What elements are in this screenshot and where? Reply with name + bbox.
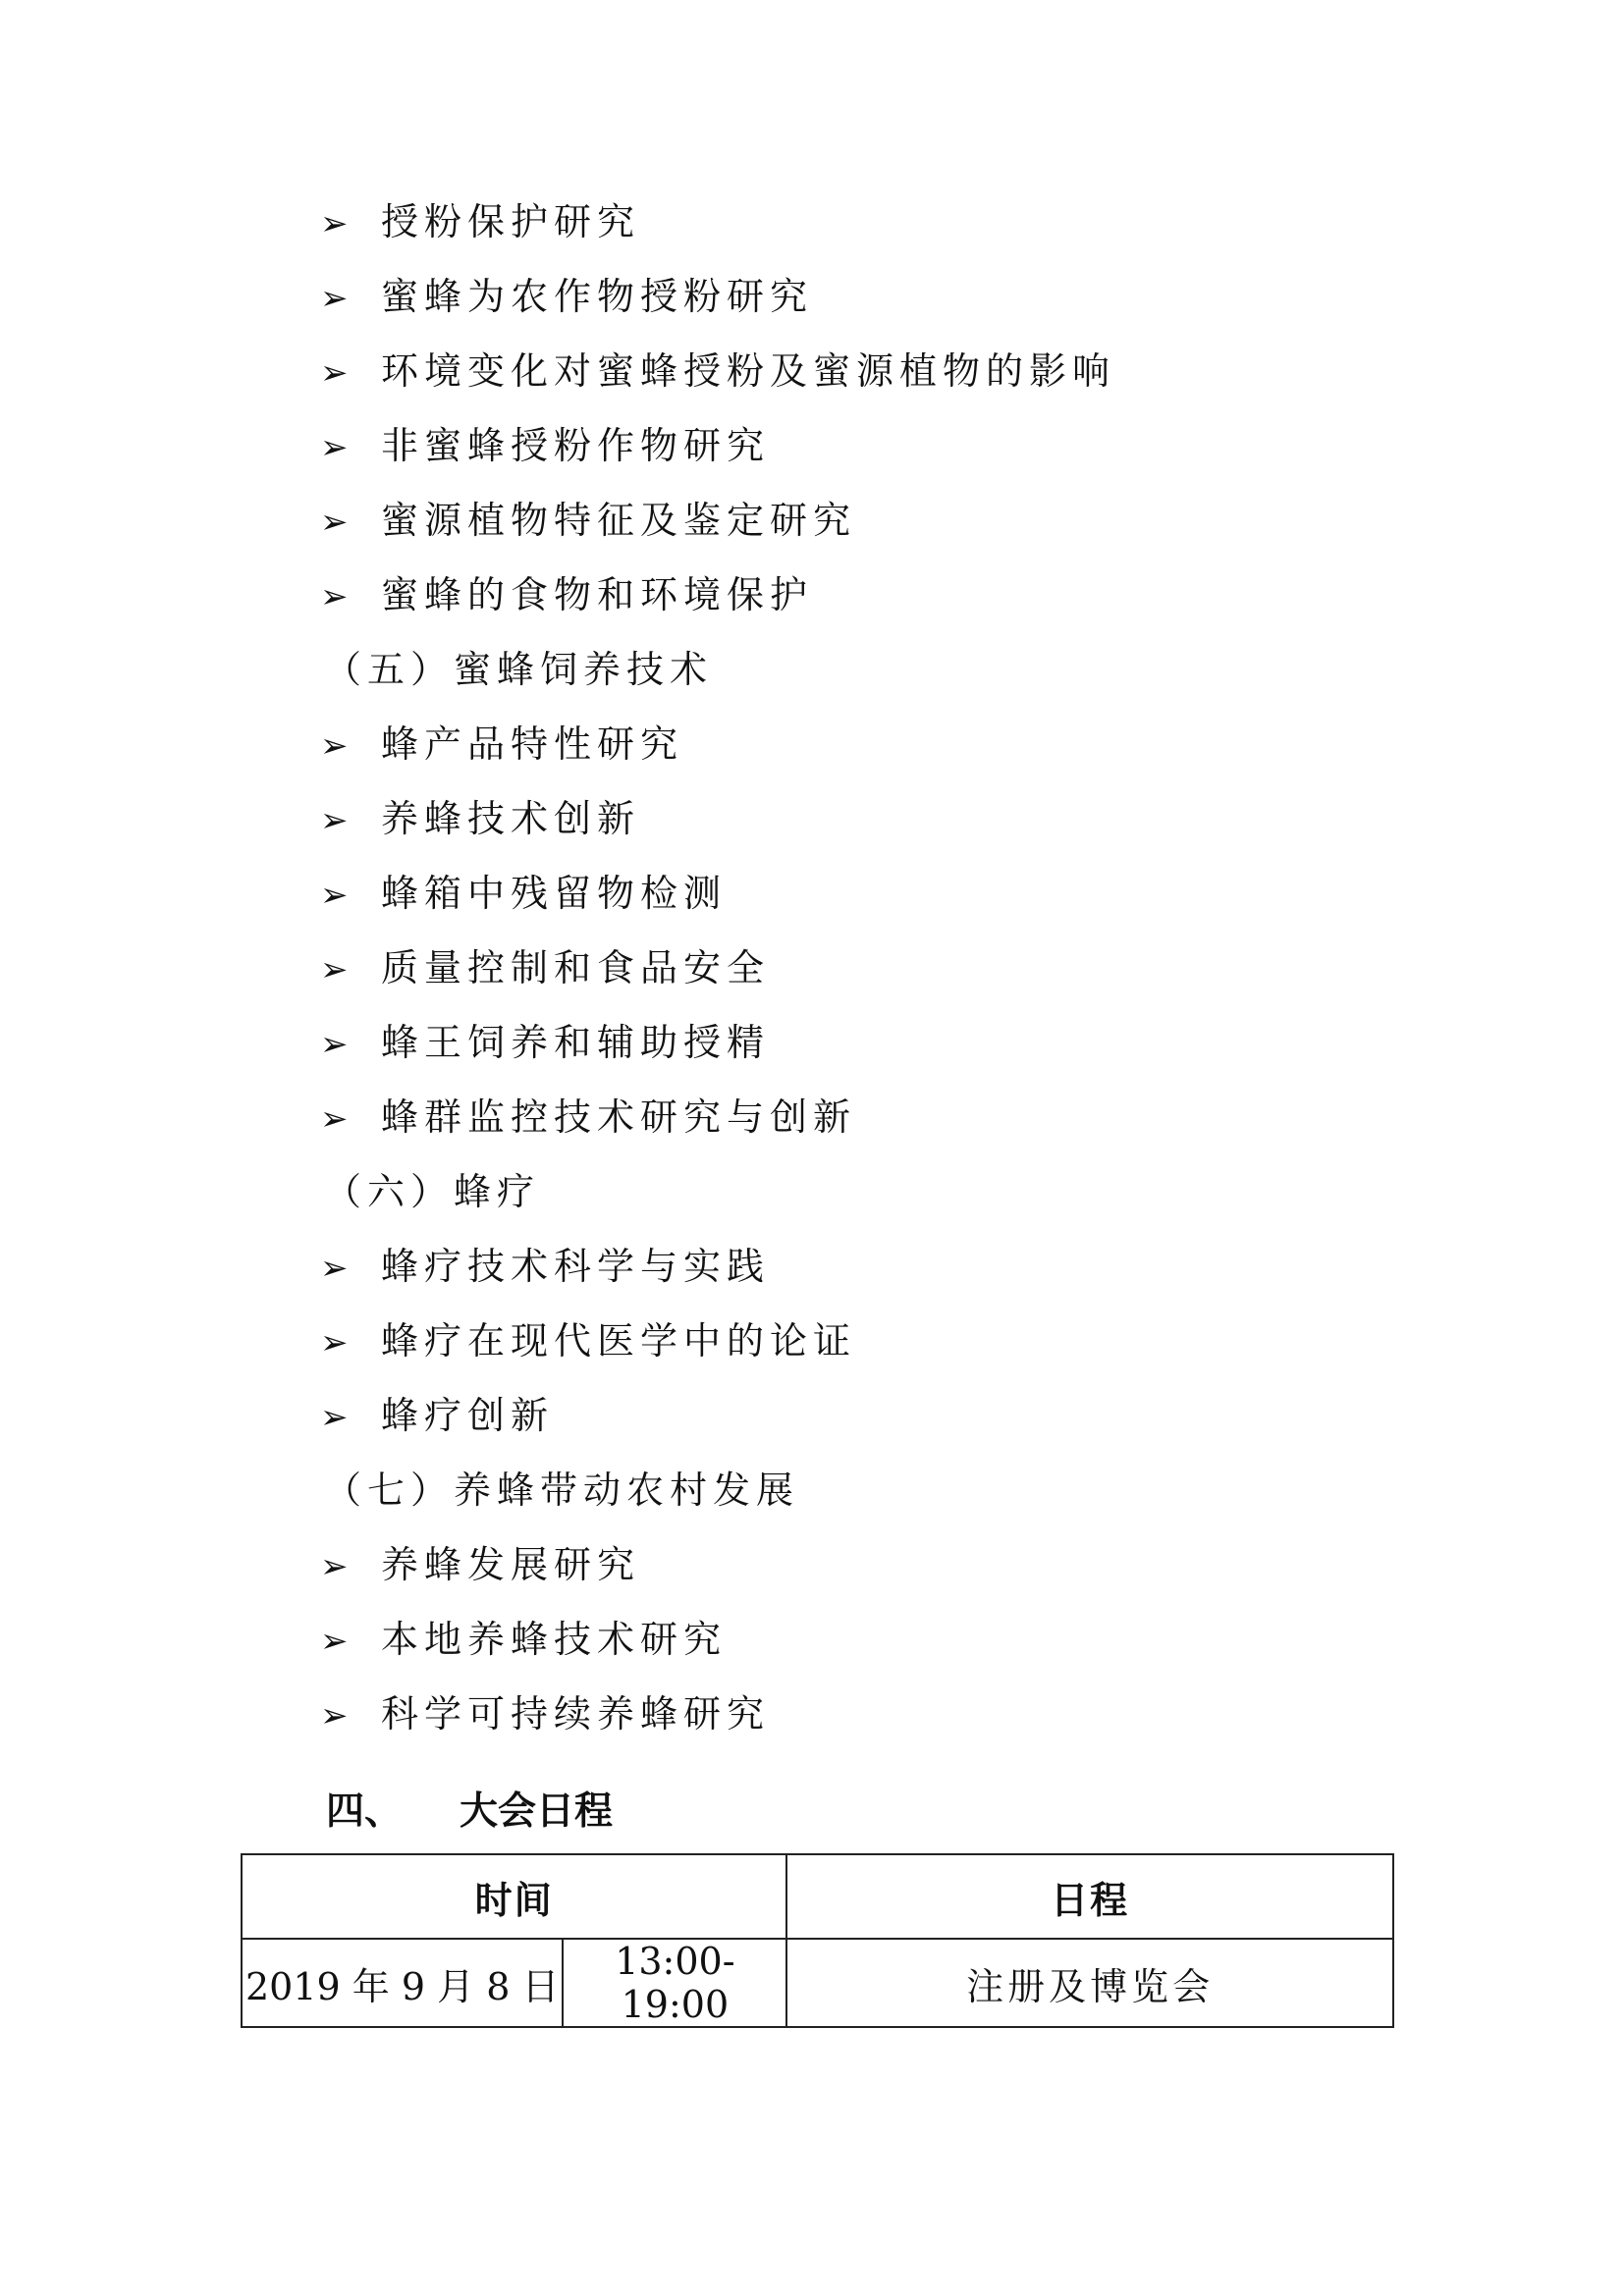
list-item	[320, 1088, 856, 1147]
arrow-bullet-icon: ➢	[320, 353, 349, 393]
list-item-text: 科学可持续养蜂研究	[381, 1692, 771, 1735]
arrow-bullet-icon: ➢	[320, 204, 349, 243]
arrow-bullet-icon: ➢	[320, 1696, 349, 1735]
list-item	[320, 1610, 727, 1669]
list-item	[320, 789, 640, 848]
arrow-bullet-icon: ➢	[320, 801, 349, 840]
list-item-text: 蜂产品特性研究	[381, 722, 684, 766]
list-item	[320, 1535, 640, 1594]
subsection-heading-text: （五）蜜蜂饲养技术	[324, 648, 714, 691]
list-item-text: 蜜源植物特征及鉴定研究	[381, 499, 857, 542]
section-number: 四、	[326, 1789, 404, 1834]
list-item	[320, 1013, 770, 1072]
list-item-text: 蜂疗技术科学与实践	[381, 1245, 771, 1288]
arrow-bullet-icon: ➢	[320, 428, 349, 467]
subsection-heading	[324, 1461, 799, 1520]
list-item	[320, 1237, 770, 1296]
list-item-text: 蜜蜂的食物和环境保护	[381, 573, 814, 616]
list-item	[320, 416, 770, 475]
list-item	[320, 864, 727, 923]
list-item-text: 蜂箱中残留物检测	[381, 872, 728, 915]
list-item-text: 蜂群监控技术研究与创新	[381, 1095, 857, 1139]
list-item-text: 蜂王饲养和辅助授精	[381, 1021, 771, 1064]
subsection-heading	[324, 1162, 540, 1221]
arrow-bullet-icon: ➢	[320, 1622, 349, 1661]
arrow-bullet-icon: ➢	[320, 1323, 349, 1362]
arrow-bullet-icon: ➢	[320, 1398, 349, 1437]
list-item	[320, 1386, 554, 1445]
schedule-table	[241, 1853, 1394, 2028]
subsection-heading-text: （七）养蜂带动农村发展	[324, 1468, 800, 1512]
list-item	[320, 938, 770, 997]
list-item-text: 授粉保护研究	[381, 200, 641, 243]
list-item-text: 蜜蜂为农作物授粉研究	[381, 275, 814, 318]
arrow-bullet-icon: ➢	[320, 1025, 349, 1064]
list-item	[320, 715, 683, 774]
arrow-bullet-icon: ➢	[320, 950, 349, 989]
list-item-text: 非蜜蜂授粉作物研究	[381, 424, 771, 467]
arrow-bullet-icon: ➢	[320, 1547, 349, 1586]
list-item	[320, 192, 640, 251]
arrow-bullet-icon: ➢	[320, 577, 349, 616]
list-item-text: 环境变化对蜜蜂授粉及蜜源植物的影响	[381, 349, 1116, 393]
header-time: 时间	[242, 1854, 786, 1939]
list-item-text: 蜂疗创新	[381, 1394, 555, 1437]
list-item	[320, 565, 813, 624]
section-title: 大会日程	[460, 1789, 614, 1834]
arrow-bullet-icon: ➢	[320, 1099, 349, 1139]
arrow-bullet-icon: ➢	[320, 726, 349, 766]
arrow-bullet-icon: ➢	[320, 503, 349, 542]
table-header-row	[242, 1854, 1393, 1939]
list-item-text: 养蜂技术创新	[381, 797, 641, 840]
table-row	[242, 1939, 1393, 2027]
cell-time: 13:00-19:00	[563, 1939, 786, 2027]
list-item-text: 本地养蜂技术研究	[381, 1618, 728, 1661]
arrow-bullet-icon: ➢	[320, 1249, 349, 1288]
section-heading	[326, 1783, 613, 1842]
list-item	[320, 491, 856, 550]
cell-event: 注册及博览会	[786, 1939, 1393, 2027]
list-item	[320, 1684, 770, 1743]
arrow-bullet-icon: ➢	[320, 876, 349, 915]
cell-date: 2019 年 9 月 8 日	[242, 1939, 563, 2027]
list-item	[320, 1311, 856, 1370]
arrow-bullet-icon: ➢	[320, 279, 349, 318]
list-item	[320, 342, 1115, 400]
list-item-text: 质量控制和食品安全	[381, 946, 771, 989]
list-item	[320, 267, 813, 326]
header-schedule: 日程	[786, 1854, 1393, 1939]
list-item-text: 养蜂发展研究	[381, 1543, 641, 1586]
subsection-heading	[324, 640, 713, 699]
subsection-heading-text: （六）蜂疗	[324, 1170, 541, 1213]
list-item-text: 蜂疗在现代医学中的论证	[381, 1319, 857, 1362]
